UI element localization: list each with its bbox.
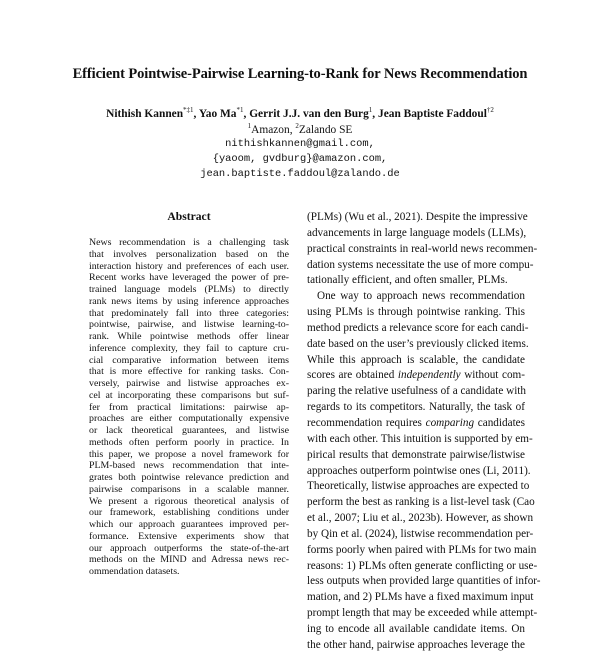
body-line: pirical results that demonstrate pairwise/listwise bbox=[307, 448, 525, 461]
emphasis: independently bbox=[397, 369, 461, 382]
introduction-text bbox=[307, 210, 541, 654]
abstract-line: Recent works have leveraged the power of pre- bbox=[89, 272, 289, 284]
abstract-line: rank news items by using inference approaches bbox=[89, 295, 289, 307]
body-line: regards to its competitors. Naturally, the task of bbox=[307, 401, 525, 414]
affiliation bbox=[0, 122, 600, 136]
abstract-line: fer from practical limitations: pairwise ap- bbox=[89, 401, 289, 413]
abstract-line: our framework, establishing conditions under bbox=[89, 507, 289, 519]
body-line: Theoretically, listwise approaches are expected to bbox=[307, 480, 530, 493]
body-line: advancements in large language models (LLMs), bbox=[307, 226, 527, 239]
abstract-line: trained language models (PLMs) to directly bbox=[89, 284, 289, 295]
abstract-line: pointwise, pairwise, and listwise learning-to- bbox=[89, 319, 289, 331]
affiliation-mark: 2 bbox=[295, 122, 299, 130]
author-name: Nithish Kannen bbox=[106, 107, 184, 120]
affiliation-name: Zalando SE bbox=[298, 123, 353, 136]
abstract-line: or lack theoretical guarantees, and listwise bbox=[89, 425, 289, 436]
body-line: method predicts a relevance score for each candi- bbox=[307, 321, 529, 334]
body-line: approaches outperform pointwise ones (Li, 2011). bbox=[307, 464, 531, 477]
abstract-line: that predominately fall into three categories: bbox=[89, 307, 289, 319]
abstract-line: PLM-based news recommendation that inte- bbox=[89, 460, 289, 472]
email-list bbox=[0, 137, 600, 183]
abstract-line: methods often perform poorly in practice. In bbox=[89, 436, 289, 448]
abstract-line: rank. While pointwise methods offer linear bbox=[89, 331, 289, 342]
body-line: date based on the user’s previously clicked items. bbox=[307, 337, 529, 350]
abstract-line: that is more effective for ranking tasks. Con- bbox=[89, 366, 289, 378]
body-line: less outputs when provided large quantities of infor- bbox=[307, 575, 541, 588]
abstract-line: ommendation datasets. bbox=[89, 566, 180, 577]
body-line: One way to approach news recommendation bbox=[317, 290, 525, 303]
abstract-line: methods on the MIND and Adressa news rec- bbox=[89, 554, 289, 566]
abstract-line: that involves personalization based on the bbox=[89, 248, 289, 260]
author-name: Gerrit J.J. van den Burg bbox=[249, 107, 369, 120]
email-line: nithishkannen@gmail.com, bbox=[225, 138, 375, 150]
body-line: et al., 2007; Liu et al., 2023b). However, as shown bbox=[307, 512, 534, 525]
affiliation-mark: 1 bbox=[247, 122, 252, 130]
body-line: practical constraints in real-world news recommen- bbox=[307, 242, 538, 255]
body-line: using PLMs is through pointwise ranking. This bbox=[307, 306, 525, 319]
body-line: with each other. This intuition is supported by em- bbox=[307, 432, 533, 445]
body-line: While this approach is scalable, the candidate bbox=[307, 353, 525, 366]
abstract-line: grates both pointwise relevance prediction and bbox=[89, 472, 289, 483]
body-line: the other hand, pairwise approaches leverage the bbox=[307, 638, 525, 651]
author-list: Nithish Kannen$^{*\ddagger 1}$, Yao Ma$^{*1}$, Gerrit J.J. van den Burg$^1$, Jean Baptiste Faddoul$^{\dagger 2}$ bbox=[106, 106, 494, 120]
abstract-line: cel at incorporating these comparisons but suf- bbox=[89, 389, 289, 401]
abstract-body bbox=[89, 237, 289, 578]
body-line: reasons: 1) PLMs often generate conflicting or use- bbox=[307, 559, 538, 572]
author-mark: *‡1 bbox=[183, 106, 194, 114]
author-mark: 1 bbox=[368, 106, 373, 114]
abstract-line: interaction history and preferences of each user. bbox=[89, 260, 289, 272]
body-line: scores are obtained independently without com- bbox=[307, 369, 525, 382]
abstract-line: News recommendation is a challenging task bbox=[89, 237, 289, 248]
body-line: prompt length that may be exceeded while attempt- bbox=[307, 607, 538, 620]
abstract-line: pairwise comparisons in a scalable manner. bbox=[89, 483, 289, 495]
emphasis: comparing bbox=[425, 416, 475, 429]
author-mark: *1 bbox=[236, 106, 244, 114]
abstract-line: which our approach guarantees improved per- bbox=[89, 519, 289, 530]
author-name: Jean Baptiste Faddoul bbox=[378, 107, 487, 120]
abstract-line: proaches are either computationally expensive bbox=[89, 413, 289, 425]
paper-title: Efficient Pointwise-Pairwise Learning-to-Rank for News Recommendation bbox=[72, 66, 528, 82]
abstract-line: our approach outperforms the state-of-the-art bbox=[89, 542, 289, 554]
email-line: jean.baptiste.faddoul@zalando.de bbox=[200, 168, 400, 181]
abstract-line: this paper, we propose a novel framework for bbox=[89, 448, 289, 460]
author-mark: †2 bbox=[486, 106, 494, 114]
abstract-line: cial comparative information between items bbox=[89, 354, 289, 366]
email-line: {yaoom, gvdburg}@amazon.com, bbox=[212, 153, 388, 166]
body-line: paring the relative usefulness of a candidate with bbox=[307, 385, 527, 398]
body-line: tationally efficient, and often smaller, PLMs. bbox=[307, 274, 508, 287]
body-line: by Qin et al. (2024), listwise recommendation per- bbox=[307, 527, 534, 540]
body-line: perform the best as ranking is a list-level task (Cao bbox=[307, 496, 535, 509]
body-line: ing to encode all available candidate items. On bbox=[307, 622, 525, 635]
body-line: recommendation requires comparing candidates bbox=[307, 416, 526, 429]
body-line: mation, and 2) PLMs have a fixed maximum input bbox=[307, 591, 534, 604]
abstract-line: We present a rigorous theoretical analysis of bbox=[89, 495, 289, 507]
abstract-line: versely, pairwise and listwise approaches ex- bbox=[89, 378, 289, 389]
abstract-line: inference complexity, they fail to capture cru- bbox=[89, 342, 289, 354]
abstract-heading: Abstract bbox=[167, 210, 211, 223]
abstract-line: formance. Extensive experiments show that bbox=[89, 530, 289, 542]
author-name: Yao Ma bbox=[198, 107, 237, 120]
body-line: dation systems necessitate the use of more compu- bbox=[307, 258, 534, 271]
affiliation-name: Amazon, bbox=[251, 123, 296, 136]
body-line: forms poorly when paired with PLMs for two main bbox=[307, 543, 537, 556]
body-line: (PLMs) (Wu et al., 2021). Despite the impressive bbox=[307, 211, 528, 223]
